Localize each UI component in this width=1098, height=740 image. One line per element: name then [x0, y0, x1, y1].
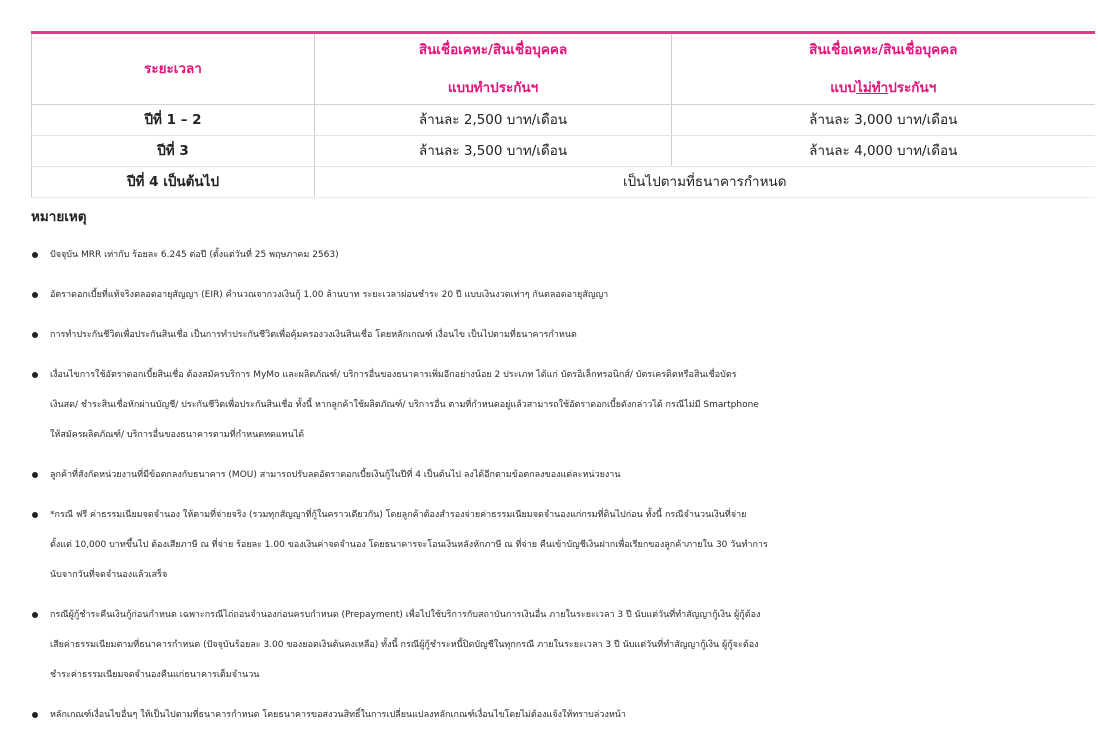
bullet-icon [32, 612, 38, 618]
note-item [31, 700, 1091, 730]
note-item [31, 280, 1091, 310]
table-row [32, 167, 1095, 198]
note-text-line: อัตราดอกเบี้ยที่แท้จริงตลอดอายุสัญญา (EIR) คำนวณจากวงเงินกู้ 1.00 ล้านบาท ระยะเวลาผ่อนชำระ 20 ปี แบบเงินงวดเท่าๆ กันตลอดอายุสัญญา [50, 290, 609, 300]
bullet-icon [32, 332, 38, 338]
note-text-line: การทำประกันชีวิตเพื่อประกันสินเชื่อ เป็นการทำประกันชีวิตเพื่อคุ้มครองวงเงินสินเชื่อ โดยหลักเกณฑ์ เงื่อนไข เป็นไปตามที่ธนาคารกำหนด [50, 330, 577, 340]
header-insured-line2: แบบทำประกันฯ [447, 80, 539, 96]
row-insured-rate: ล้านละ 3,500 บาท/เดือน [315, 136, 672, 167]
note-text-line: หลักเกณฑ์เงื่อนไขอื่นๆ ให้เป็นไปตามที่ธนาคารกำหนด โดยธนาคารขอสงวนสิทธิ์ในการเปลี่ยนแปลงหลักเกณฑ์เงื่อนไขโดยไม่ต้องแจ้งให้ทราบล่วงหน้า [50, 710, 626, 720]
bullet-icon [32, 252, 38, 258]
note-item [31, 320, 1091, 350]
table-row [32, 136, 1095, 167]
note-item [31, 500, 1091, 590]
note-item [31, 600, 1091, 690]
row-uninsured-rate: ล้านละ 4,000 บาท/เดือน [672, 136, 1095, 167]
bullet-icon [32, 712, 38, 718]
row-uninsured-rate: ล้านละ 3,000 บาท/เดือน [672, 105, 1095, 136]
rate-table [31, 31, 1095, 198]
note-text-line: ชำระค่าธรรมเนียมจดจำนองคืนแก่ธนาคารเต็มจำนวน [50, 670, 260, 680]
row-merged-rate: เป็นไปตามที่ธนาคารกำหนด [315, 167, 1095, 198]
header-period [32, 33, 315, 105]
bullet-icon [32, 512, 38, 518]
row-period: ปีที่ 4 เป็นต้นไป [32, 167, 315, 198]
header-insured [315, 33, 672, 105]
note-text-line: เงื่อนไขการใช้อัตราดอกเบี้ยสินเชื่อ ต้องสมัครบริการ MyMo และผลิตภัณฑ์/ บริการอื่นของธนาคารเพิ่มอีกอย่างน้อย 2 ประเภท ได้แก่ บัตรอิเล็กทรอนิกส์/ บัตรเครดิตหรือสินเชื่อบัตร [50, 370, 737, 380]
note-text-line: *กรณี ฟรี ค่าธรรมเนียมจดจำนอง ให้ตามที่จ่ายจริง (รวมทุกสัญญาที่กู้ในคราวเดียวกัน) โดยลูกค้าต้องสำรองจ่ายค่าธรรมเนียมจดจำนองแก่กรมที่ดินไปก่อน ทั้งนี้ กรณีจำนวนเงินที่จ่าย [50, 510, 747, 520]
notes-list [31, 240, 1091, 740]
note-text-line: ลูกค้าที่สังกัดหน่วยงานที่มีข้อตกลงกับธนาคาร (MOU) สามารถปรับลดอัตราดอกเบี้ยเงินกู้ในปีที่ 4 เป็นต้นไป ลงได้อีกตามข้อตกลงของแต่ละหน่วยงาน [50, 470, 621, 480]
note-item [31, 360, 1091, 450]
note-text-line: ให้สมัครผลิตภัณฑ์/ บริการอื่นของธนาคารตามที่กำหนดทดแทนได้ [50, 430, 305, 440]
bullet-icon [32, 372, 38, 378]
row-period: ปีที่ 1 – 2 [32, 105, 315, 136]
note-text-line: กรณีผู้กู้ชำระคืนเงินกู้ก่อนกำหนด เฉพาะกรณีไถ่ถอนจำนองก่อนครบกำหนด (Prepayment) เพื่อไปใช้บริการกับสถาบันการเงินอื่น ภายในระยะเวลา 3 ปี นับแต่วันที่ทำสัญญากู้เงิน ผู้กู้ต้อง [50, 610, 761, 620]
notes-title: หมายเหตุ [31, 209, 87, 225]
note-text-line: ตั้งแต่ 10,000 บาทขึ้นไป ต้องเสียภาษี ณ ที่จ่าย ร้อยละ 1.00 ของเงินค่าจดจำนอง โดยธนาคารจะโอนเงินหลังหักภาษี ณ ที่จ่าย คืนเข้าบัญชีเงินฝากเพื่อเรียกของลูกค้าภายใน 30 วันทำการ [50, 540, 768, 550]
row-period: ปีที่ 3 [32, 136, 315, 167]
header-period-label: ระยะเวลา [144, 60, 202, 77]
header-uninsured-emphasis: ไม่ทำ [856, 80, 889, 96]
header-uninsured-suffix: ประกันฯ [888, 80, 937, 96]
bullet-icon [32, 292, 38, 298]
table-row [32, 105, 1095, 136]
note-text-line: เสียค่าธรรมเนียมตามที่ธนาคารกำหนด (ปัจจุบันร้อยละ 3.00 ของยอดเงินต้นคงเหลือ) ทั้งนี้ กรณีผู้กู้ชำระหนี้ปิดบัญชีในทุกกรณี ภายในระยะเวลา 3 ปี นับแต่วันที่ทำสัญญากู้เงิน ผู้กู้จะต้อง [50, 640, 759, 650]
header-uninsured-line1: สินเชื่อเคหะ/สินเชื่อบุคคล [809, 41, 958, 58]
note-text-line: ปัจจุบัน MRR เท่ากับ ร้อยละ 6.245 ต่อปี (ตั้งแต่วันที่ 25 พฤษภาคม 2563) [50, 250, 339, 260]
bullet-icon [32, 472, 38, 478]
note-item [31, 460, 1091, 490]
header-uninsured-line2 [676, 80, 1091, 96]
note-text-line: เงินสด/ ชำระสินเชื่อหักผ่านบัญชี/ ประกันชีวิตเพื่อประกันสินเชื่อ ทั้งนี้ หากลูกค้าใช้ผลิตภัณฑ์/ บริการอื่น ตามที่กำหนดอยู่แล้วสามารถใช้อัตราดอกเบี้ยดังกล่าวได้ กรณีไม่มี Smartphone [50, 400, 759, 410]
header-insured-line1: สินเชื่อเคหะ/สินเชื่อบุคคล [418, 41, 568, 58]
note-item [31, 240, 1091, 270]
row-insured-rate: ล้านละ 2,500 บาท/เดือน [315, 105, 672, 136]
header-uninsured [672, 33, 1095, 105]
note-text-line: นับจากวันที่จดจำนองแล้วเสร็จ [50, 570, 168, 580]
rate-table-header-row [32, 33, 1095, 105]
header-uninsured-prefix: แบบ [830, 80, 857, 96]
